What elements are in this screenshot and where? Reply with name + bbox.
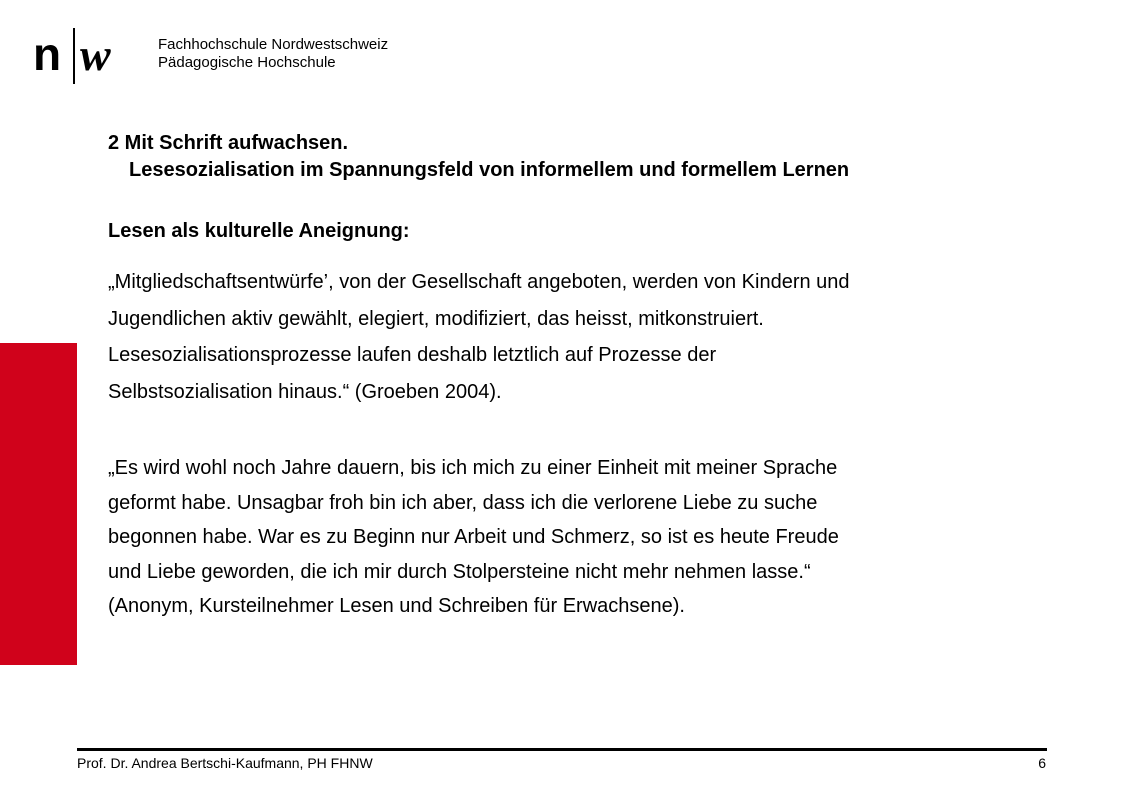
quote-line: Selbstsozialisation hinaus.“ (Groeben 2004). bbox=[108, 380, 502, 403]
quote-groeben bbox=[108, 264, 850, 410]
nw-logo-mark-icon bbox=[33, 28, 143, 88]
svg-text:n: n bbox=[33, 28, 62, 80]
quote-anonym bbox=[108, 451, 839, 624]
page-number: 6 bbox=[1038, 755, 1046, 771]
accent-bar bbox=[0, 343, 77, 665]
quote-line: geformt habe. Unsagbar froh bin ich aber, dass ich die verlorene Liebe zu suche bbox=[108, 491, 818, 514]
title-line-1: 2 Mit Schrift aufwachsen. bbox=[108, 132, 349, 154]
svg-text:w: w bbox=[80, 29, 111, 80]
logo-text bbox=[158, 36, 388, 72]
quote-line: begonnen habe. War es zu Beginn nur Arbeit und Schmerz, so ist es heute Freude bbox=[108, 526, 839, 548]
footer-author: Prof. Dr. Andrea Bertschi-Kaufmann, PH FHNW bbox=[77, 755, 373, 771]
quote-line: Jugendlichen aktiv gewählt, elegiert, modifiziert, das heisst, mitkonstruiert. bbox=[108, 307, 764, 330]
fhnw-logo bbox=[33, 28, 413, 88]
slide-subtitle: Lesen als kulturelle Aneignung: bbox=[108, 220, 410, 242]
logo-line-school: Pädagogische Hochschule bbox=[158, 54, 336, 71]
footer-divider bbox=[77, 748, 1047, 751]
quote-line: (Anonym, Kursteilnehmer Lesen und Schreiben für Erwachsene). bbox=[108, 595, 685, 617]
quote-line: Lesesozialisationsprozesse laufen deshalb letztlich auf Prozesse der bbox=[108, 344, 717, 366]
quote-line: „Es wird wohl noch Jahre dauern, bis ich mich zu einer Einheit mit meiner Sprache bbox=[108, 457, 838, 479]
slide-title bbox=[108, 130, 849, 184]
title-line-2: Lesesozialisation im Spannungsfeld von informellem und formellem Lernen bbox=[129, 159, 850, 181]
quote-line: „Mitgliedschaftsentwürfe’, von der Gesellschaft angeboten, werden von Kindern und bbox=[108, 271, 850, 293]
logo-line-institution: Fachhochschule Nordwestschweiz bbox=[158, 36, 389, 53]
quote-line: und Liebe geworden, die ich mir durch Stolpersteine nicht mehr nehmen lasse.“ bbox=[108, 560, 811, 583]
